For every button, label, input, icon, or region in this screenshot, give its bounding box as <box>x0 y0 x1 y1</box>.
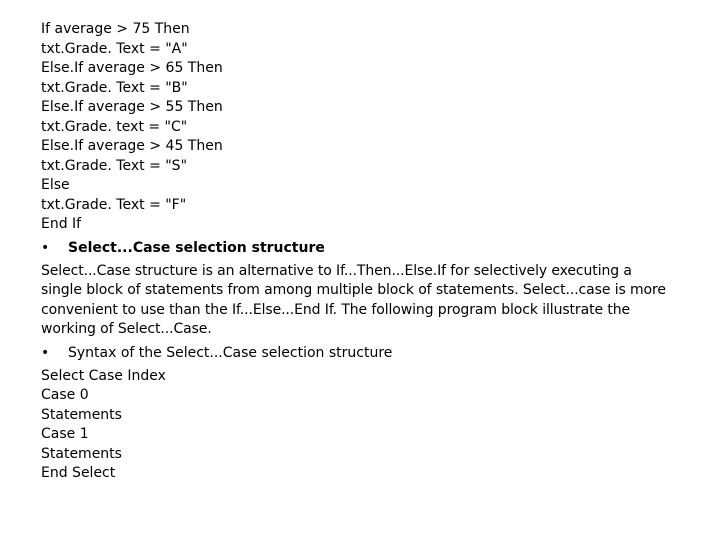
bullet-text: Syntax of the Select...Case selection structure <box>68 344 393 361</box>
slide-content <box>41 20 681 484</box>
bullet-syntax-heading <box>41 344 681 363</box>
code-line: Select Case Index <box>41 367 166 384</box>
bullet-select-case-heading <box>41 239 681 258</box>
code-line: Case 1 <box>41 426 89 442</box>
bullet-marker: • <box>41 344 50 361</box>
code-line: End If <box>41 216 82 232</box>
code-line: Statements <box>41 445 122 462</box>
code-line: Else.If average > 65 Then <box>41 60 223 76</box>
code-line: If average > 75 Then <box>41 21 190 37</box>
code-line: txt.Grade. Text = "B" <box>41 79 188 96</box>
code-line: txt.Grade. Text = "A" <box>41 40 188 57</box>
bullet-marker: • <box>41 239 50 256</box>
if-else-code-block <box>41 20 681 235</box>
code-line: Statements <box>41 406 122 423</box>
bullet-text: Select...Case selection structure <box>68 239 325 256</box>
code-line: txt.Grade. text = "C" <box>41 118 188 135</box>
select-case-code-block <box>41 367 681 484</box>
code-line: End Select <box>41 465 116 481</box>
code-line: Else <box>41 177 70 193</box>
code-line: txt.Grade. Text = "F" <box>41 196 187 213</box>
code-line: Else.If average > 45 Then <box>41 138 223 154</box>
code-line: Case 0 <box>41 387 89 403</box>
code-line: txt.Grade. Text = "S" <box>41 157 188 174</box>
select-case-description: Select...Case structure is an alternative to If...Then...Else.If for selectively executing a single block of statements from among multiple block of statements. Select...case is more convenient to use than the If...Else...End If. The following program block illustrate the working of Select...Case. <box>41 262 666 337</box>
code-line: Else.If average > 55 Then <box>41 99 223 115</box>
